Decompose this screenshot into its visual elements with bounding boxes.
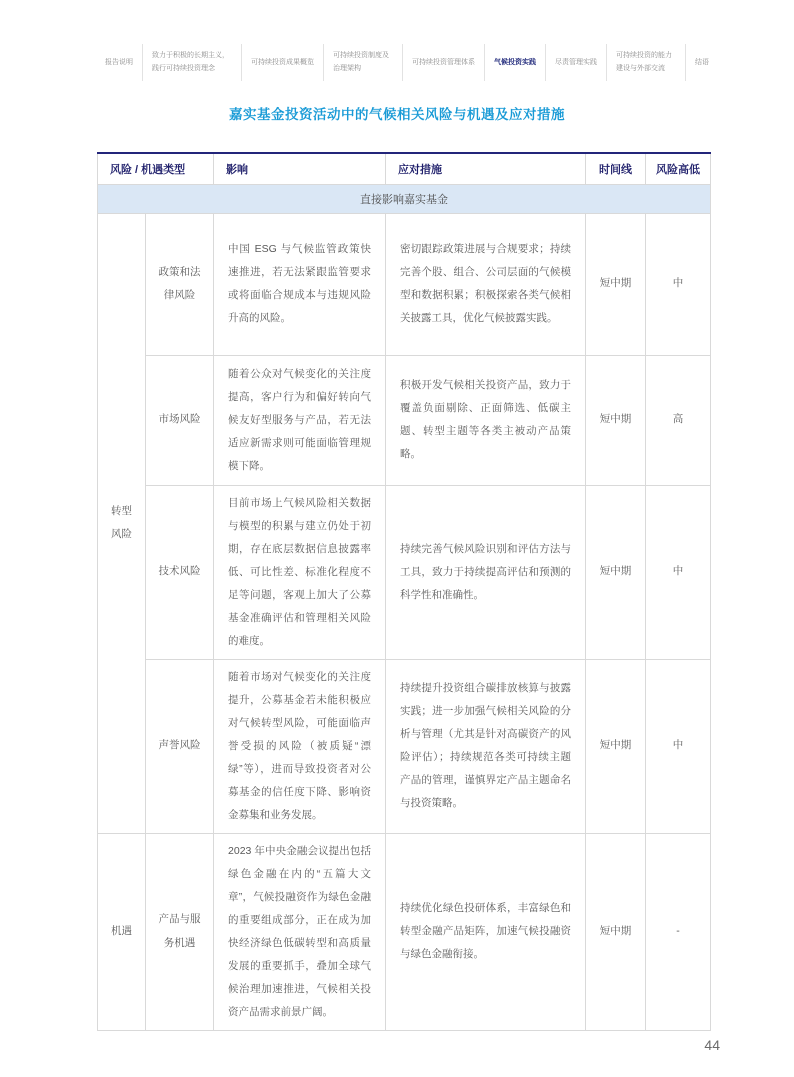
measures-cell: 密切跟踪政策进展与合规要求；持续完善个股、组合、公司层面的气候模型和数据积累；积极探索各类气候相关披露工具，优化气候披露实践。 bbox=[386, 213, 586, 355]
impact-cell: 2023 年中央金融会议提出包括绿色金融在内的“五篇大文章”，气候投融资作为绿色金融的重要组成部分，正在成为加快经济绿色低碳转型和高质量发展的重要抓手，叠加全球气候治理加速推进，气候相关投资产品需求前景广阔。 bbox=[214, 833, 386, 1030]
nav-item-capacity-building[interactable] bbox=[607, 44, 686, 81]
risk-level-cell: 中 bbox=[646, 659, 711, 833]
timeline-cell: 短中期 bbox=[586, 659, 646, 833]
nav-item-governance[interactable] bbox=[324, 44, 403, 81]
risk-type-label: 声誉风险 bbox=[158, 739, 201, 752]
table-header-row bbox=[98, 153, 711, 184]
measures-cell: 持续完善气候风险识别和评估方法与工具，致力于持续提高评估和预测的科学性和准确性。 bbox=[386, 485, 586, 659]
nav-item-label: 可持续投资管理体系 bbox=[412, 58, 475, 66]
measures-cell: 持续优化绿色投研体系，丰富绿色和转型金融产品矩阵，加速气候投融资与绿色金融衔接。 bbox=[386, 833, 586, 1030]
climate-risk-table bbox=[97, 152, 711, 1031]
measures-cell: 持续提升投资组合碳排放核算与披露实践；进一步加强气候相关风险的分析与管理（尤其是针对高碳资产的风险评估）；持续规范各类可持续主题产品的管理，谨慎界定产品主题命名与投资策略。 bbox=[386, 659, 586, 833]
col-header-measures: 应对措施 bbox=[386, 153, 586, 184]
risk-level-cell: 中 bbox=[646, 485, 711, 659]
impact-cell: 中国 ESG 与气候监管政策快速推进，若无法紧跟监管要求或将面临合规成本与违规风险升高的风险。 bbox=[214, 213, 386, 355]
nav-item-label: 可持续投资成果概览 bbox=[251, 58, 314, 66]
nav-item-label: 可持续投资的能力建设与外部交流 bbox=[616, 52, 672, 73]
risk-type-cell bbox=[146, 485, 214, 659]
col-header-timeline: 时间线 bbox=[586, 153, 646, 184]
nav-item-results-overview[interactable] bbox=[242, 44, 324, 81]
section-header: 直接影响嘉实基金 bbox=[98, 184, 711, 213]
page-number: 44 bbox=[704, 1037, 720, 1053]
impact-cell: 随着公众对气候变化的关注度提高，客户行为和偏好转向气候友好型服务与产品，若无法适应新需求则可能面临管理规模下降。 bbox=[214, 355, 386, 485]
page-title: 嘉实基金投资活动中的气候相关风险与机遇及应对措施 bbox=[229, 107, 565, 122]
table-row bbox=[98, 213, 711, 355]
timeline-cell: 短中期 bbox=[586, 213, 646, 355]
risk-group-cell bbox=[98, 833, 146, 1030]
timeline-cell: 短中期 bbox=[586, 485, 646, 659]
impact-cell: 目前市场上气候风险相关数据与模型的积累与建立仍处于初期，存在底层数据信息披露率低、可比性差、标准化程度不足等问题，客观上加大了公募基金准确评估和管理相关风险的难度。 bbox=[214, 485, 386, 659]
risk-group-label: 机遇 bbox=[111, 924, 132, 937]
risk-type-label: 技术风险 bbox=[158, 565, 201, 578]
nav-item-management-system[interactable] bbox=[403, 44, 485, 81]
nav-item-conclusion[interactable] bbox=[686, 44, 718, 81]
risk-type-cell bbox=[146, 213, 214, 355]
risk-level-cell: 中 bbox=[646, 213, 711, 355]
risk-level-cell: 高 bbox=[646, 355, 711, 485]
nav-item-label: 报告说明 bbox=[105, 58, 133, 66]
measures-cell: 积极开发气候相关投资产品，致力于覆盖负面剔除、正面筛选、低碳主题、转型主题等各类主被动产品策略。 bbox=[386, 355, 586, 485]
risk-type-label: 市场风险 bbox=[158, 413, 201, 426]
nav-item-label: 尽责管理实践 bbox=[555, 58, 597, 66]
risk-group-cell bbox=[98, 213, 146, 833]
nav-item-label: 结语 bbox=[695, 58, 709, 66]
risk-type-cell bbox=[146, 355, 214, 485]
nav-item-label: 气候投资实践 bbox=[494, 58, 536, 66]
risk-type-cell bbox=[146, 833, 214, 1030]
table-row bbox=[98, 355, 711, 485]
risk-type-label: 产品与服务机遇 bbox=[158, 913, 201, 949]
col-header-risk-level: 风险高低 bbox=[646, 153, 711, 184]
nav-item-label: 致力于积极的长期主义，践行可持续投资理念 bbox=[152, 52, 229, 73]
table-row bbox=[98, 659, 711, 833]
nav-item-long-termism[interactable] bbox=[143, 44, 242, 81]
table-row bbox=[98, 833, 711, 1030]
timeline-cell: 短中期 bbox=[586, 355, 646, 485]
nav-item-label: 可持续投资制度及治理架构 bbox=[333, 52, 389, 73]
nav-item-climate-practice-active[interactable] bbox=[485, 44, 546, 81]
col-header-impact: 影响 bbox=[214, 153, 386, 184]
risk-type-label: 政策和法律风险 bbox=[158, 265, 201, 301]
risk-level-cell: - bbox=[646, 833, 711, 1030]
nav-item-report-notes[interactable] bbox=[96, 44, 143, 81]
nav-item-stewardship[interactable] bbox=[546, 44, 607, 81]
impact-cell: 随着市场对气候变化的关注度提升，公募基金若未能积极应对气候转型风险，可能面临声誉受损的风险（被质疑“漂绿”等），进而导致投资者对公募基金的信任度下降、影响资金募集和业务发展。 bbox=[214, 659, 386, 833]
risk-type-cell bbox=[146, 659, 214, 833]
table-section-row bbox=[98, 184, 711, 213]
col-header-risk-type: 风险 / 机遇类型 bbox=[98, 153, 214, 184]
risk-group-label: 转型风险 bbox=[111, 504, 132, 540]
timeline-cell: 短中期 bbox=[586, 833, 646, 1030]
top-navigation bbox=[96, 44, 718, 81]
table-row bbox=[98, 485, 711, 659]
